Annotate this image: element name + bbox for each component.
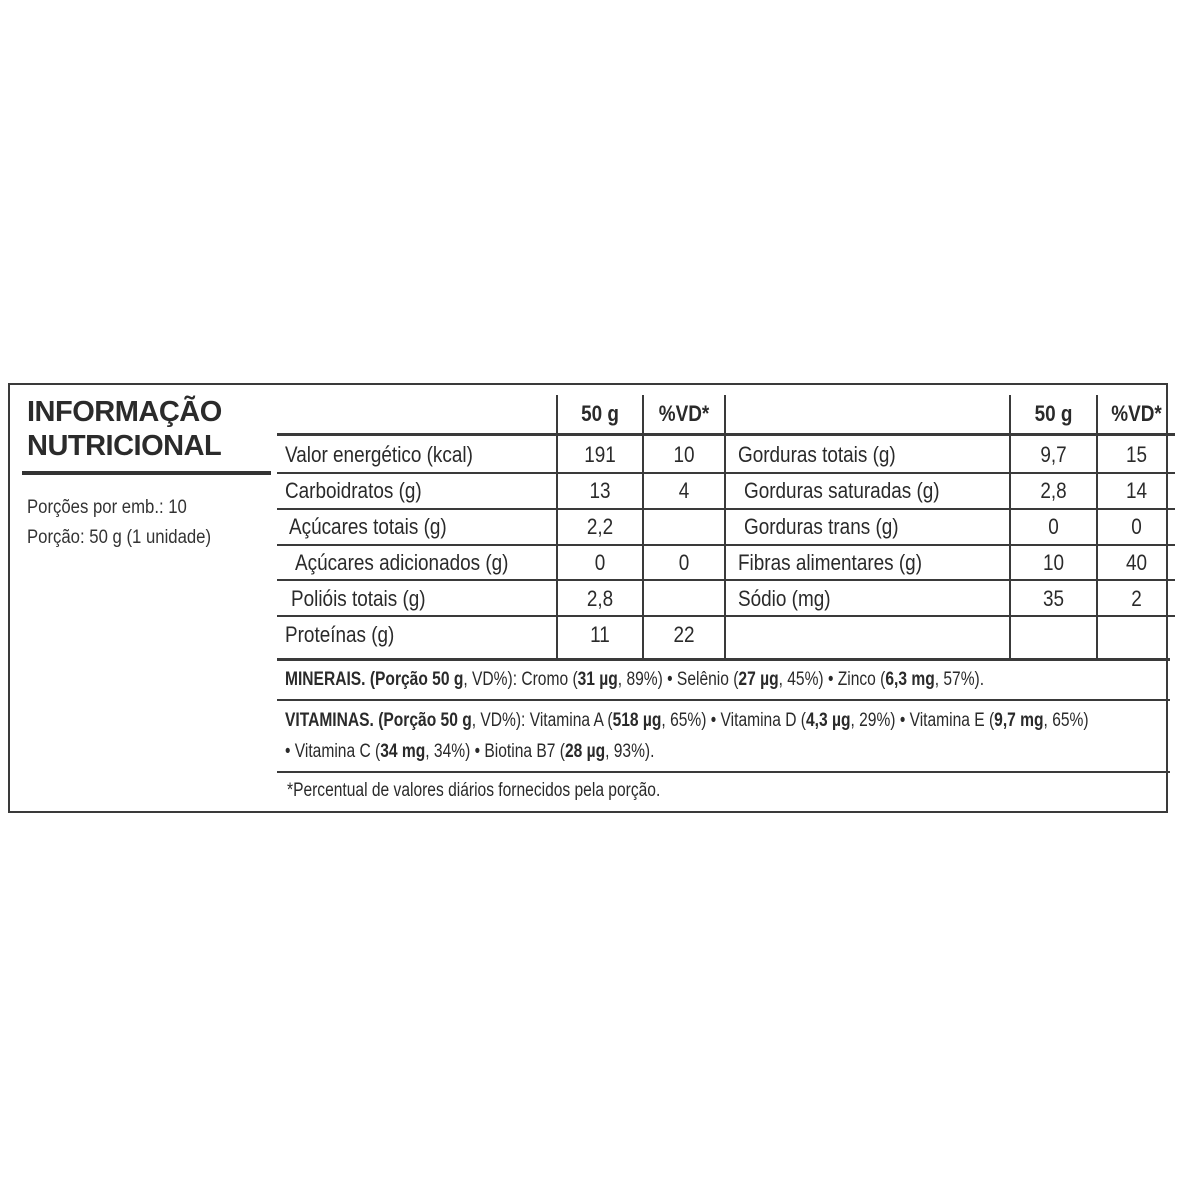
vitamins-text: , VD%): Vitamina A ( [471,710,613,731]
vitamins-text: • Vitamina C ( [285,741,381,762]
row-rule [724,508,1175,510]
nutrient-name: Polióis totais (g) [291,586,426,611]
minerals-label: MINERAIS. [285,669,366,690]
row-rule [724,579,1175,581]
row-rule [277,544,724,546]
nutrient-amount: 2,8 [586,586,614,611]
nutrient-name: Fibras alimentares (g) [738,550,922,575]
nutrient-amount: 0 [1048,514,1059,539]
vitamins-text: , 34%) • Biotina B7 ( [425,741,565,762]
selenio-amount: 27 µg [738,669,779,690]
nutrient-dv: 4 [678,478,690,503]
nutrient-name: Açúcares adicionados (g) [295,550,509,575]
nutrient-amount: 11 [590,622,610,647]
nutrient-dv: 0 [678,550,690,575]
vitamins-portion: (Porção 50 g [378,710,472,731]
vitamins-text: , 29%) • Vitamina E ( [850,710,995,731]
nutrient-amount: 35 [1042,586,1065,611]
zinco-amount: 6,3 mg [885,669,935,690]
vitamins-line-2 [285,737,654,767]
nutrient-amount: 2,8 [1040,478,1067,503]
cromo-amount: 31 µg [577,669,618,690]
row-rule [277,472,724,474]
nutrient-dv: 22 [673,622,695,647]
nutrient-amount: 2,2 [586,514,614,539]
nutrient-name: Proteínas (g) [285,622,395,647]
vit-e-amount: 9,7 mg [994,710,1044,731]
vit-c-amount: 34 mg [380,741,426,762]
biotina-amount: 28 µg [564,741,606,762]
nutrient-amount: 13 [589,478,611,503]
footnote: *Percentual de valores diários fornecidos pela porção. [287,780,661,801]
row-rule [277,615,724,617]
header-rule-left [277,433,724,436]
nutrient-dv: 2 [1131,586,1142,611]
amount-header-right: 50 g [1034,401,1073,426]
vit-d-amount: 4,3 µg [805,710,851,731]
nutrient-amount: 9,7 [1040,442,1067,467]
serving-info [27,493,211,553]
dv-header-right: %VD* [1111,401,1162,426]
minerals-rule [277,658,1170,661]
nutrient-name: Sódio (mg) [738,586,831,611]
vit-a-amount: 518 µg [612,710,662,731]
vitamins-label: VITAMINAS. [285,710,374,731]
minerals-text: , 57%). [934,669,985,690]
nutrient-dv: 40 [1125,550,1148,575]
vitamins-rule [277,699,1170,701]
minerals-text: , VD%): Cromo ( [463,669,578,690]
nutrient-amount: 191 [584,442,616,467]
vitamins-line-1 [285,706,1089,736]
row-rule [724,544,1175,546]
amount-header-left: 50 g [581,401,619,426]
dv-header-left: %VD* [658,401,710,426]
nutrient-amount: 0 [594,550,606,575]
nutrient-dv: 0 [1131,514,1142,539]
minerals-line [285,665,984,695]
minerals-portion: (Porção 50 g [369,669,464,690]
nutrient-name: Gorduras saturadas (g) [744,478,940,503]
nutrient-table [277,385,1170,815]
row-rule [724,615,1175,617]
nutrient-amount: 10 [1042,550,1065,575]
label-title [27,395,222,463]
nutrient-name: Gorduras totais (g) [738,442,896,467]
vitamins-text: , 93%). [605,741,655,762]
vitamins-text: , 65%) [1043,710,1089,731]
row-rule [277,579,724,581]
title-divider [22,471,271,475]
nutrient-dv: 14 [1125,478,1148,503]
nutrient-name: Carboidratos (g) [285,478,422,503]
title-line-2: NUTRICIONAL [27,430,222,462]
minerals-text: , 45%) • Zinco ( [778,669,886,690]
row-rule [724,472,1175,474]
footnote-rule [277,771,1170,773]
nutrition-facts-label [8,383,1168,813]
minerals-text: , 89%) • Selênio ( [617,669,739,690]
nutrient-name: Gorduras trans (g) [744,514,899,539]
nutrient-name: Valor energético (kcal) [285,442,473,467]
nutrient-dv: 15 [1125,442,1148,467]
vitamins-text: , 65%) • Vitamina D ( [661,710,806,731]
header-rule-right [724,433,1175,436]
nutrient-name: Açúcares totais (g) [289,514,447,539]
row-rule [277,508,724,510]
servings-per-pack: Porções por emb.: 10 [27,497,187,518]
serving-size: Porção: 50 g (1 unidade) [27,527,212,548]
nutrient-dv: 10 [673,442,695,467]
title-line-1: INFORMAÇÃO [27,396,222,428]
